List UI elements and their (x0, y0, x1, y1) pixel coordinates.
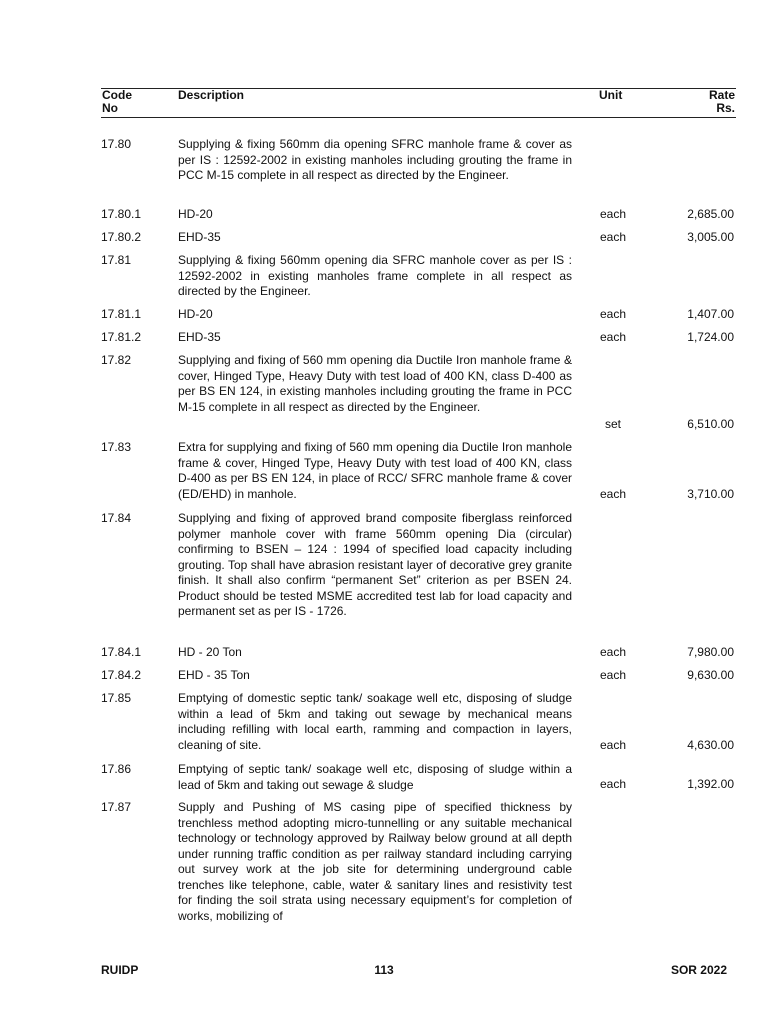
row-description: HD-20 (178, 307, 213, 321)
row-unit: each (599, 330, 627, 344)
row-description: EHD-35 (178, 330, 221, 344)
row-description: Supplying & fixing 560mm opening dia SFRC manhole cover as per IS : 12592-2002 in existing manholes frame complete in all respect as directed by the Engineer. (178, 253, 572, 298)
row-description: Supplying and fixing of approved brand composite fiberglass reinforced polymer manhole cover with frame 560mm opening Dia (circular) confirming to BSEN – 124 : 1994 of specified load capacity including grouting. Top shall have abrasion resistant layer of decorative grey granite finish. It shall also confirm “permanent Set” criterion as per BSEN 24. Product should be tested MSME accredited test lab for load capacity and permanent set as per IS - 1726. (178, 511, 572, 618)
row-code: 17.84 (101, 511, 132, 525)
row-description: HD-20 (178, 207, 213, 221)
row-code: 17.86 (101, 762, 132, 776)
row-code: 17.87 (101, 800, 132, 814)
row-rate: 1,407.00 (687, 307, 734, 321)
row-rate: 7,980.00 (687, 645, 734, 659)
footer-doc-name: SOR 2022 (670, 963, 727, 977)
row-description: Supplying and fixing of 560 mm opening dia Ductile Iron manhole frame & cover, Hinged Type, Heavy Duty with test load of 400 KN, class D-400 as per BS EN 124, in existing manholes including grouting the frame in PCC M-15 complete in all respect as directed by the Engineer. (178, 353, 572, 414)
row-code: 17.80.1 (101, 207, 142, 221)
row-code: 17.84.2 (101, 668, 142, 682)
page-number: 113 (374, 963, 394, 977)
row-code: 17.81 (101, 253, 132, 267)
row-unit: each (599, 777, 627, 791)
header-rate: Rate Rs. (708, 88, 735, 115)
row-code: 17.82 (101, 353, 132, 367)
row-code: 17.84.1 (101, 645, 142, 659)
row-description: EHD - 35 Ton (178, 668, 250, 682)
row-code: 17.80.2 (101, 230, 142, 244)
row-rate: 9,630.00 (687, 668, 734, 682)
row-code: 17.83 (101, 440, 132, 454)
row-rate: 2,685.00 (687, 207, 734, 221)
row-description: EHD-35 (178, 230, 221, 244)
row-description: HD - 20 Ton (178, 645, 242, 659)
row-rate: 3,710.00 (687, 487, 734, 501)
row-description: Supplying & fixing 560mm dia opening SFRC manhole frame & cover as per IS : 12592-2002 in existing manholes including grouting the frame in PCC M-15 complete in all respect as directed by the Engineer. (178, 137, 572, 182)
row-unit: set (604, 417, 621, 431)
row-code: 17.81.1 (101, 307, 142, 321)
row-description: Extra for supplying and fixing of 560 mm opening dia Ductile Iron manhole frame & cover, Hinged Type, Heavy Duty with test load of 400 KN, class D-400 as per BS EN 124, in place of RCC/ SFRC manhole frame & cover (ED/EHD) in manhole. (178, 440, 572, 501)
row-unit: each (599, 230, 627, 244)
row-unit: each (599, 738, 627, 752)
row-unit: each (599, 307, 627, 321)
header-description: Description (178, 88, 245, 102)
row-code: 17.85 (101, 691, 132, 705)
row-unit: each (599, 668, 627, 682)
header-code: Code No (102, 88, 132, 115)
row-rate: 6,510.00 (687, 417, 734, 431)
row-rate: 3,005.00 (687, 230, 734, 244)
row-description: Emptying of septic tank/ soakage well etc, disposing of sludge within a lead of 5km and taking out sewage & sludge (178, 762, 572, 792)
row-rate: 4,630.00 (687, 738, 734, 752)
row-code: 17.81.2 (101, 330, 142, 344)
row-rate: 1,724.00 (687, 330, 734, 344)
row-unit: each (599, 207, 627, 221)
header-unit: Unit (599, 88, 623, 102)
row-unit: each (599, 487, 627, 501)
row-code: 17.80 (101, 137, 132, 151)
row-rate: 1,392.00 (687, 777, 734, 791)
footer-org: RUIDP (101, 963, 139, 977)
row-description: Emptying of domestic septic tank/ soakage well etc, disposing of sludge within a lead of 5km and taking out sewage by mechanical means including refilling with local earth, ramming and compaction in layers, cleaning of site. (178, 691, 572, 752)
row-unit: each (599, 645, 627, 659)
row-description: Supply and Pushing of MS casing pipe of specified thickness by trenchless method adopting micro-tunnelling or any suitable mechanical technology or technology approved by Railway below ground at all depth under running traffic condition as per railway standard including carrying out survey work at the job site for determining underground cable trenches like telephone, cable, water & sanitary lines and resistivity test for finding the soil strata using necessary equipment’s for completion of works, mobilizing of (178, 800, 572, 923)
table-header (101, 88, 736, 118)
